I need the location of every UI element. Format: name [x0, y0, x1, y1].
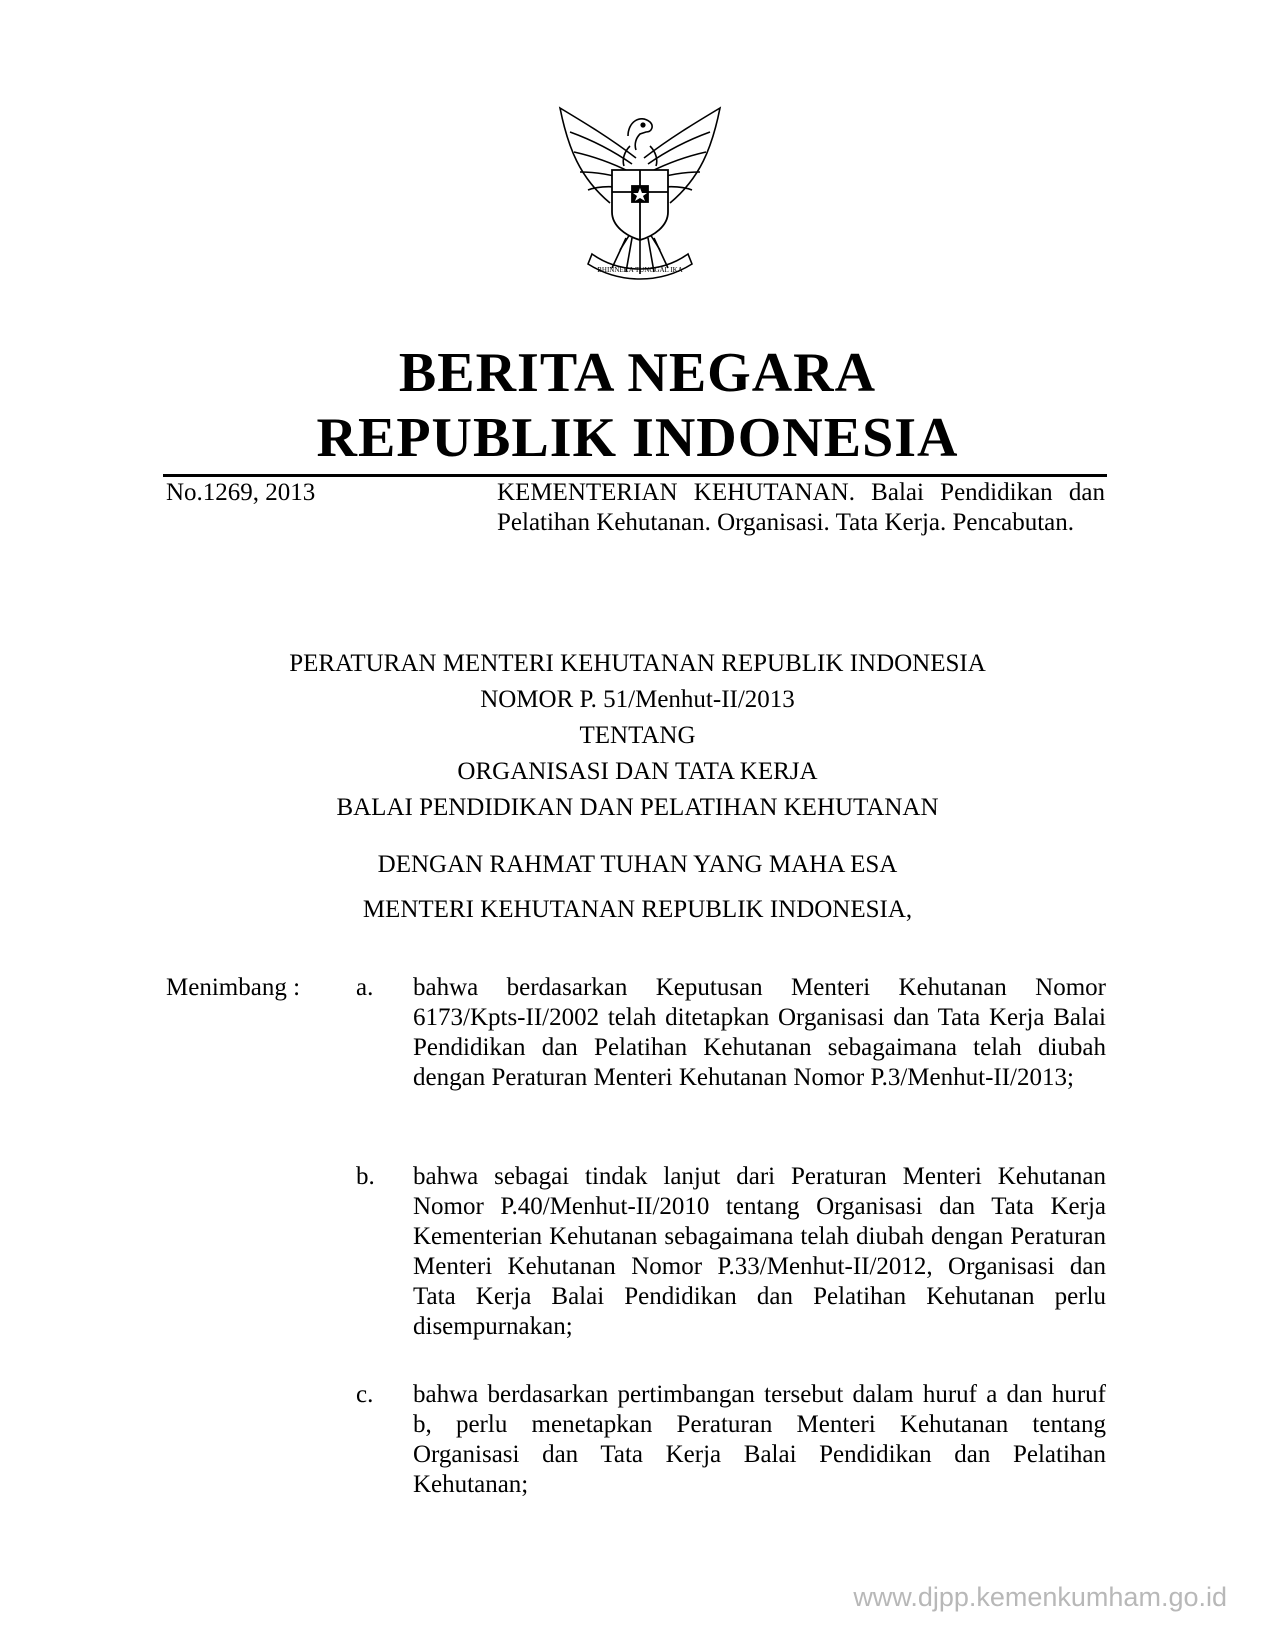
considering-item	[356, 973, 1106, 1093]
source-watermark: www.djpp.kemenkumham.go.id	[853, 1582, 1227, 1612]
opening-line: DENGAN RAHMAT TUHAN YANG MAHA ESA	[377, 851, 898, 878]
item-text: bahwa berdasarkan Keputusan Menteri Kehutanan Nomor 6173/Kpts-II/2002 telah ditetapkan Organisasi dan Tata Kerja Balai Pendidikan dan Pelatihan Kehutanan sebagaimana telah diubah dengan Peraturan Menteri Kehutanan Nomor P.3/Menhut-II/2013;	[413, 974, 1106, 1091]
item-letter: b.	[356, 1163, 375, 1190]
regulation-title-line: ORGANISASI DAN TATA KERJA	[457, 758, 818, 785]
masthead-title-line1: BERITA NEGARA	[398, 342, 877, 404]
garuda-emblem-icon	[540, 88, 740, 288]
registration-subject: KEMENTERIAN KEHUTANAN. Balai Pendidikan dan Pelatihan Kehutanan. Organisasi. Tata Kerja. Pencabutan.	[497, 479, 1105, 536]
opening-line: MENTERI KEHUTANAN REPUBLIK INDONESIA,	[362, 896, 913, 923]
emblem-motto: BHINNEKA TUNGGAL IKA	[597, 266, 683, 274]
regulation-title	[0, 646, 1275, 826]
considering-item	[356, 1162, 1106, 1342]
regulation-number: NOMOR P. 51/Menhut-II/2013	[480, 686, 795, 713]
item-text: bahwa sebagai tindak lanjut dari Peraturan Menteri Kehutanan Nomor P.40/Menhut-II/2010 tentang Organisasi dan Tata Kerja Kementerian Kehutanan sebagaimana telah diubah dengan Peraturan Menteri Kehutanan Nomor P.33/Menhut-II/2012, Organisasi dan Tata Kerja Balai Pendidikan dan Pelatihan Kehutanan perlu disempurnakan;	[413, 1163, 1106, 1340]
item-text: bahwa berdasarkan pertimbangan tersebut dalam huruf a dan huruf b, perlu menetapkan Peraturan Menteri Kehutanan tentang Organisasi dan Tata Kerja Balai Pendidikan dan Pelatihan Kehutanan;	[413, 1381, 1106, 1498]
regulation-title-line: PERATURAN MENTERI KEHUTANAN REPUBLIK INDONESIA	[289, 650, 986, 677]
regulation-title-line: BALAI PENDIDIKAN DAN PELATIHAN KEHUTANAN	[336, 794, 939, 821]
registration-number: No.1269, 2013	[166, 479, 316, 506]
considering-item	[356, 1380, 1106, 1500]
item-letter: a.	[356, 974, 374, 1001]
masthead-divider	[163, 474, 1107, 477]
item-letter: c.	[356, 1381, 374, 1408]
opening-formula	[0, 842, 1275, 932]
considering-label: Menimbang :	[166, 974, 301, 1001]
masthead-title-line2: REPUBLIK INDONESIA	[316, 407, 959, 469]
regulation-title-line: TENTANG	[579, 722, 696, 749]
